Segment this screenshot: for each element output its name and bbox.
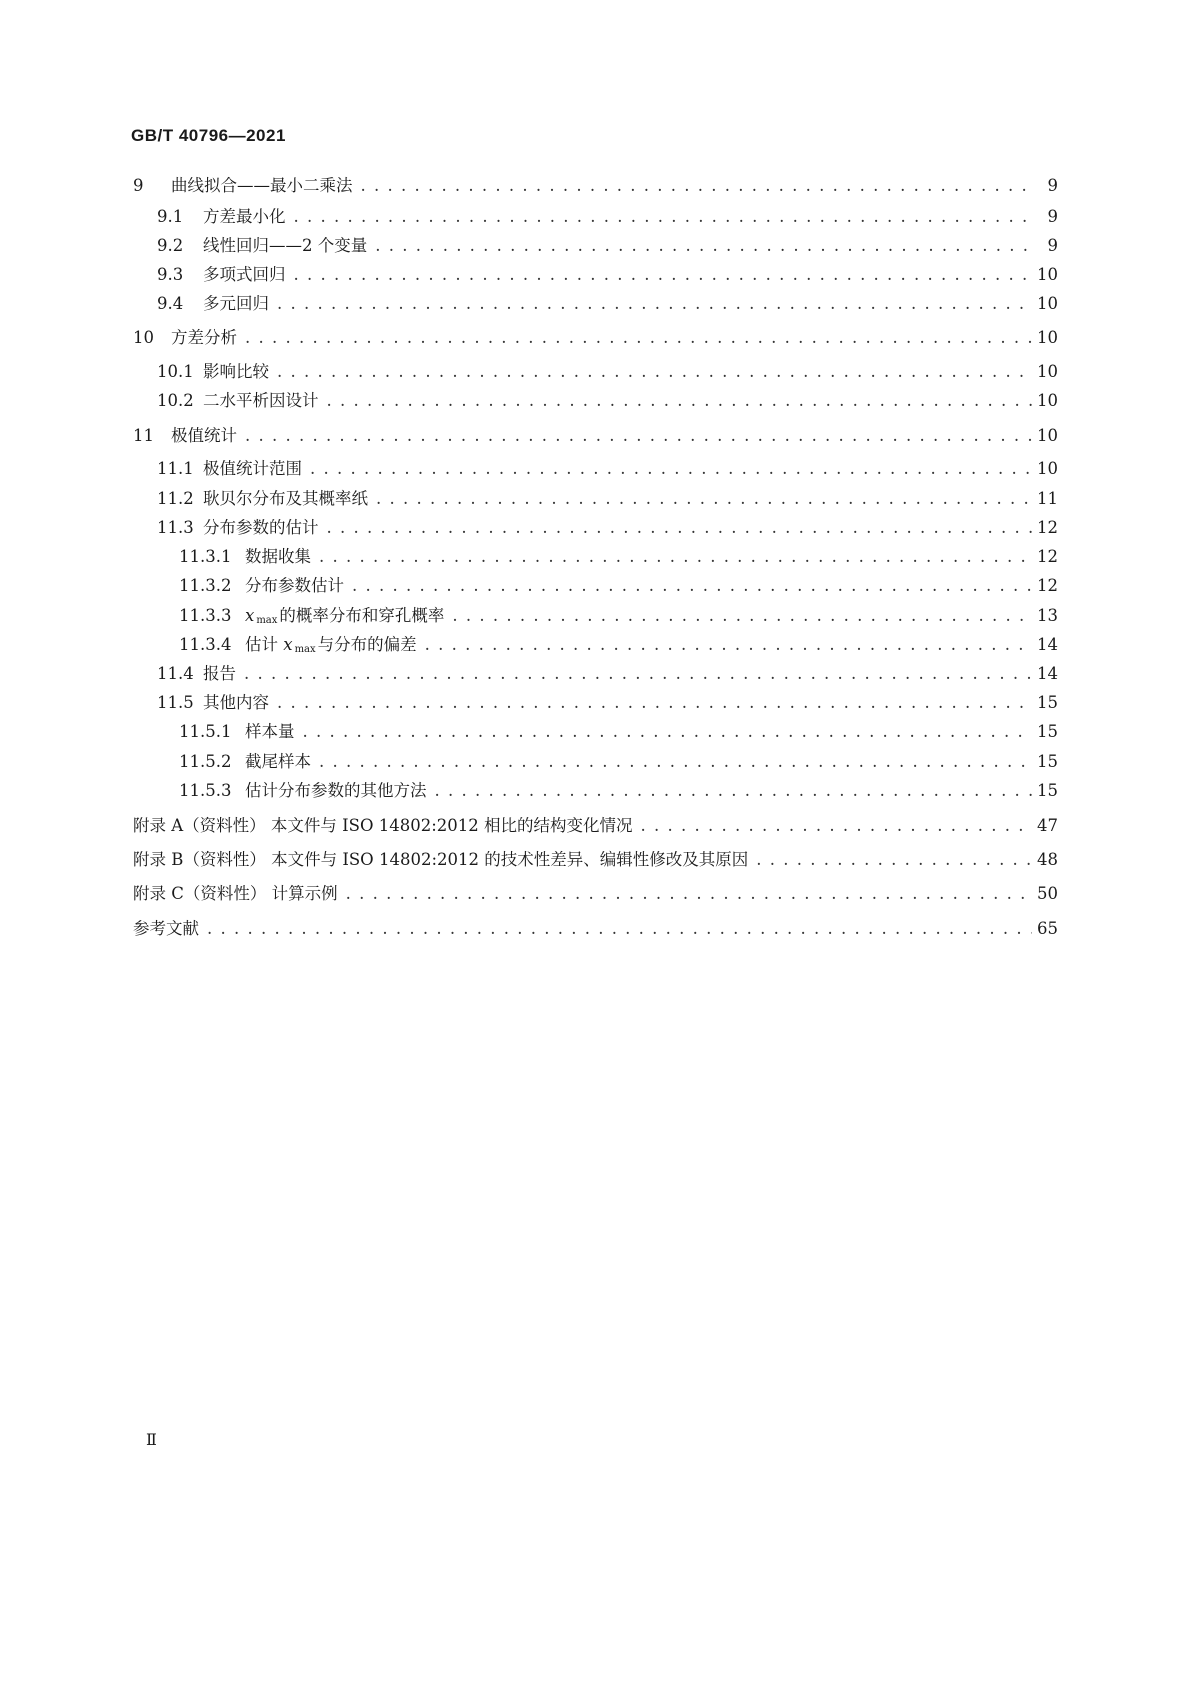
toc-leader: [244, 664, 1032, 683]
toc-page: 12: [1037, 518, 1058, 537]
toc-number: 11.5.2: [179, 752, 232, 771]
toc-entry[interactable]: [157, 290, 1058, 314]
toc-title: [245, 631, 421, 655]
toc-number: 11.3.3: [179, 606, 232, 625]
math-variable: x: [245, 606, 255, 625]
toc-number: 11.5: [157, 693, 194, 712]
toc-page: 9: [1047, 236, 1058, 255]
toc-entry[interactable]: [179, 631, 1058, 655]
toc-entry[interactable]: [157, 261, 1058, 285]
toc-leader: [756, 850, 1032, 869]
toc-entry[interactable]: [133, 324, 1058, 348]
toc-title: 截尾样本: [245, 752, 311, 771]
toc-entry[interactable]: [133, 172, 1058, 196]
toc-number: 11.5.3: [179, 781, 232, 800]
toc-page: 15: [1037, 722, 1058, 741]
toc-entry[interactable]: [157, 689, 1058, 713]
toc-leader: [346, 884, 1032, 903]
toc-entry[interactable]: [157, 358, 1058, 382]
toc-title: 曲线拟合——最小二乘法: [171, 176, 353, 195]
toc-page: 47: [1037, 816, 1058, 835]
toc-entry[interactable]: [133, 422, 1058, 446]
toc-number: 9.1: [157, 207, 184, 226]
toc-number: 9.2: [157, 236, 184, 255]
toc-title: 附录 C（资料性） 计算示例: [133, 884, 338, 903]
toc-page: 50: [1037, 884, 1058, 903]
toc-leader: [294, 207, 1033, 226]
toc-title: 多元回归: [203, 294, 269, 313]
toc-number: 11.3.4: [179, 635, 232, 654]
toc-page: 10: [1037, 459, 1058, 478]
toc-entry[interactable]: [179, 748, 1058, 772]
toc-leader: [207, 919, 1032, 938]
toc-page: 10: [1037, 426, 1058, 445]
toc-page: 65: [1037, 919, 1058, 938]
toc-leader: [452, 606, 1032, 625]
toc-page: 14: [1037, 635, 1058, 654]
toc-entry[interactable]: [157, 514, 1058, 538]
toc-title: 极值统计范围: [203, 459, 302, 478]
toc-leader: [245, 426, 1032, 445]
toc-leader: [435, 781, 1033, 800]
toc-title-text: 的概率分布和穿孔概率: [279, 606, 445, 625]
toc-page: 15: [1037, 752, 1058, 771]
toc-entry[interactable]: [157, 660, 1058, 684]
toc-leader: [375, 236, 1032, 255]
toc-entry[interactable]: [179, 543, 1058, 567]
toc-title: 数据收集: [245, 547, 311, 566]
document-id: GB/T 40796—2021: [131, 126, 286, 145]
toc-entry[interactable]: [157, 387, 1058, 411]
toc-entry[interactable]: [133, 846, 1058, 870]
toc-title: 方差分析: [171, 328, 237, 347]
toc-page: 11: [1037, 489, 1058, 508]
toc-entry[interactable]: [133, 812, 1058, 836]
toc-leader: [319, 752, 1032, 771]
toc-number: 9: [133, 176, 144, 195]
math-subscript: max: [294, 644, 316, 655]
toc-page: 10: [1037, 391, 1058, 410]
toc-title: 影响比较: [203, 362, 269, 381]
toc-entry[interactable]: [179, 777, 1058, 801]
toc-title: 附录 B（资料性） 本文件与 ISO 14802:2012 的技术性差异、编辑性修改及其原因: [133, 850, 749, 869]
toc-entry[interactable]: [179, 718, 1058, 742]
toc-number: 9.4: [157, 294, 184, 313]
toc-number: 11.4: [157, 664, 194, 683]
toc-leader: [641, 816, 1032, 835]
toc-leader: [303, 722, 1033, 741]
toc-leader: [327, 391, 1033, 410]
toc-title: 极值统计: [171, 426, 237, 445]
toc-page: 9: [1047, 207, 1058, 226]
toc-page: 14: [1037, 664, 1058, 683]
toc-page: 10: [1037, 328, 1058, 347]
toc-entry[interactable]: [133, 915, 1058, 939]
toc-number: 10.1: [157, 362, 194, 381]
toc-page: 15: [1037, 781, 1058, 800]
toc-entry[interactable]: [179, 572, 1058, 596]
toc-entry[interactable]: [133, 880, 1058, 904]
toc-entry[interactable]: [157, 232, 1058, 256]
toc-number: 11: [133, 426, 154, 445]
toc-number: 9.3: [157, 265, 184, 284]
toc-number: 11.1: [157, 459, 194, 478]
toc-number: 11.2: [157, 489, 194, 508]
toc-title: 二水平析因设计: [203, 391, 319, 410]
toc-leader: [245, 328, 1032, 347]
toc-leader: [277, 693, 1032, 712]
toc-title-text: 估计: [245, 635, 284, 654]
toc-number: 11.5.1: [179, 722, 232, 741]
toc-entry[interactable]: [157, 485, 1058, 509]
toc-leader: [327, 518, 1033, 537]
toc-entry[interactable]: [157, 455, 1058, 479]
toc-leader: [277, 362, 1032, 381]
toc-title: 分布参数估计: [245, 576, 344, 595]
toc-number: 11.3.2: [179, 576, 232, 595]
toc-title: 估计分布参数的其他方法: [245, 781, 427, 800]
toc-title: 报告: [203, 664, 236, 683]
toc-title-text: 与分布的偏差: [317, 635, 417, 654]
toc-leader: [319, 547, 1032, 566]
toc-title: 多项式回归: [203, 265, 286, 284]
toc-page: 15: [1037, 693, 1058, 712]
toc-number: 11.3.1: [179, 547, 232, 566]
toc-leader: [425, 635, 1032, 654]
toc-page: 12: [1037, 547, 1058, 566]
toc-leader: [361, 176, 1033, 195]
toc-page: 9: [1047, 176, 1058, 195]
toc-title: 样本量: [245, 722, 295, 741]
toc-entry[interactable]: [179, 602, 1058, 626]
toc-title: 参考文献: [133, 919, 199, 938]
toc-page: 13: [1037, 606, 1058, 625]
toc-page: 10: [1037, 265, 1058, 284]
toc-title: [245, 602, 448, 626]
toc-leader: [376, 489, 1032, 508]
toc-title: 方差最小化: [203, 207, 286, 226]
toc-title: 其他内容: [203, 693, 269, 712]
toc-leader: [352, 576, 1032, 595]
toc-number: 11.3: [157, 518, 194, 537]
math-variable: x: [283, 635, 293, 654]
toc-leader: [277, 294, 1032, 313]
toc-number: 10.2: [157, 391, 194, 410]
page-number: Ⅱ: [146, 1430, 157, 1449]
toc-leader: [294, 265, 1033, 284]
toc-page: 10: [1037, 362, 1058, 381]
toc-leader: [310, 459, 1032, 478]
toc-page: 12: [1037, 576, 1058, 595]
toc-title: 线性回归——2 个变量: [203, 236, 368, 255]
math-subscript: max: [256, 615, 278, 626]
toc-page: 10: [1037, 294, 1058, 313]
toc-number: 10: [133, 328, 154, 347]
toc-title: 附录 A（资料性） 本文件与 ISO 14802:2012 相比的结构变化情况: [133, 816, 633, 835]
toc-entry[interactable]: [157, 203, 1058, 227]
toc-page: 48: [1037, 850, 1058, 869]
toc-title: 分布参数的估计: [203, 518, 319, 537]
toc-title: 耿贝尔分布及其概率纸: [203, 489, 368, 508]
